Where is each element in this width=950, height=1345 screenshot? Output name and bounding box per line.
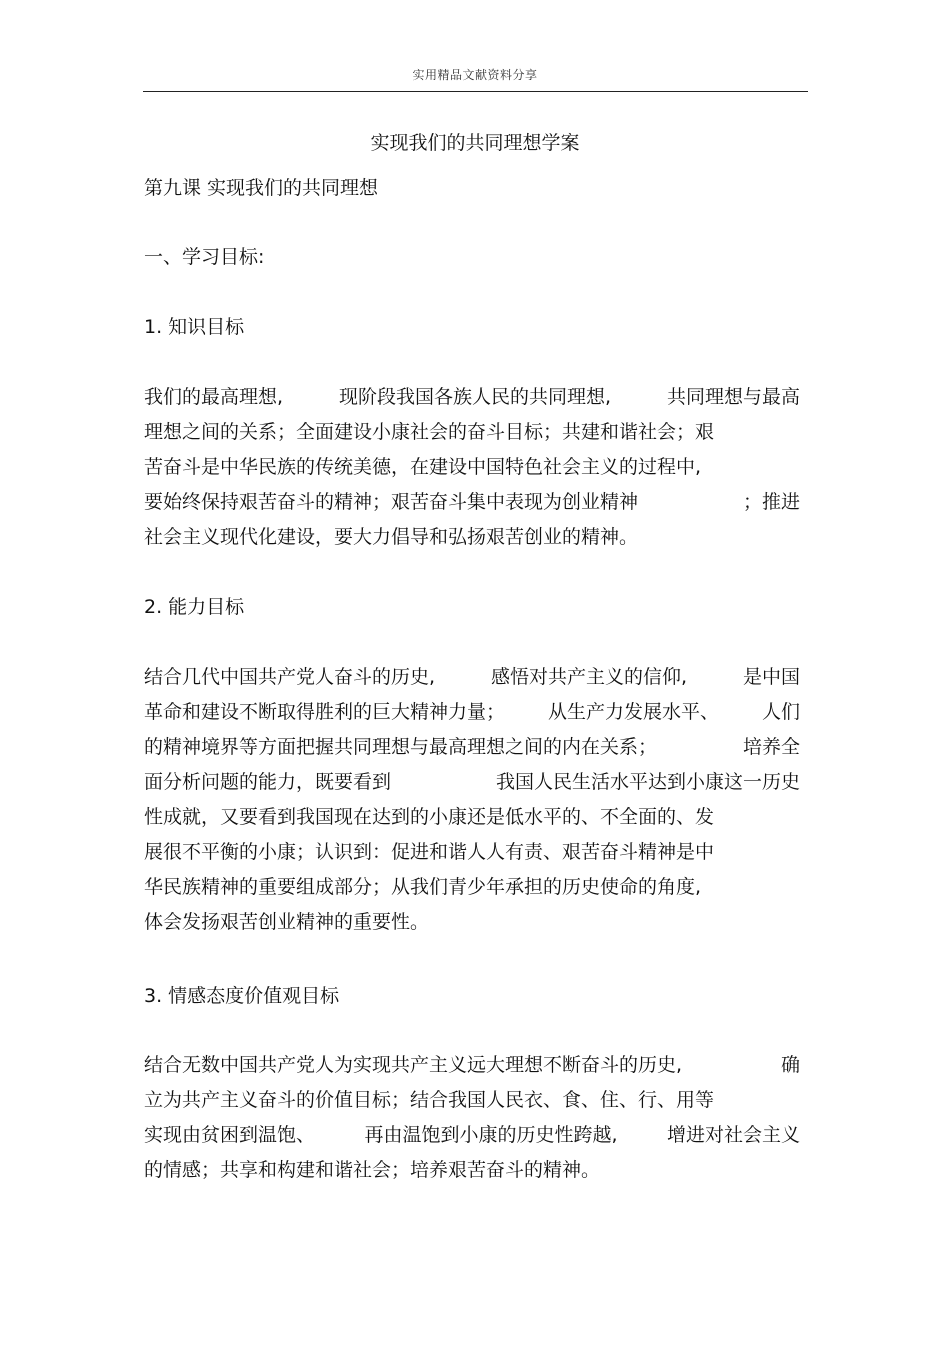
text-segment: ；推进 [742, 491, 800, 513]
text-line [144, 1118, 800, 1153]
knowledge-heading: 1. 知识目标 [144, 316, 245, 338]
text-line [144, 450, 800, 485]
text-segment: 的情感；共享和构建和谐社会；培养艰苦奋斗的精神。 [144, 1159, 601, 1181]
ability-heading: 2. 能力目标 [144, 596, 245, 618]
text-segment: 要始终保持艰苦奋斗的精神；艰苦奋斗集中表现为创业精神 [144, 491, 639, 513]
text-line [144, 905, 800, 940]
text-segment: 确 [780, 1054, 800, 1076]
text-line [144, 415, 800, 450]
text-segment: 社会主义现代化建设，要大力倡导和弘扬艰苦创业的精神。 [144, 526, 639, 548]
text-segment: 体会发扬艰苦创业精神的重要性。 [144, 911, 430, 933]
text-line [144, 660, 800, 695]
text-segment: 华民族精神的重要组成部分；从我们青少年承担的历史使命的角度, [144, 876, 702, 898]
document-title: 实现我们的共同理想学案 [370, 132, 580, 154]
text-line [144, 800, 800, 835]
ability-paragraph [144, 660, 800, 940]
text-segment: 展很不平衡的小康；认识到：促进和谐人人有责、艰苦奋斗精神是中 [144, 841, 715, 863]
knowledge-paragraph [144, 380, 800, 555]
text-segment: 我们的最高理想, [144, 386, 284, 408]
text-line [144, 695, 800, 730]
text-line [144, 485, 800, 520]
text-line [144, 765, 800, 800]
lesson-heading: 第九课 实现我们的共同理想 [144, 177, 379, 199]
text-segment: 结合无数中国共产党人为实现共产主义远大理想不断奋斗的历史, [144, 1054, 683, 1076]
text-line [144, 1048, 800, 1083]
text-segment: 理想之间的关系；全面建设小康社会的奋斗目标；共建和谐社会；艰 [144, 421, 715, 443]
text-segment: 共同理想与最高 [666, 386, 800, 408]
text-segment: 现阶段我国各族人民的共同理想, [338, 386, 612, 408]
page-header: 实用精品文献资料分享 [412, 68, 538, 82]
text-segment: 增进对社会主义 [666, 1124, 800, 1146]
emotion-heading: 3. 情感态度价值观目标 [144, 985, 340, 1007]
text-segment: 实现由贫困到温饱、 [144, 1124, 316, 1146]
text-line [144, 1083, 800, 1118]
text-segment: 人们 [761, 701, 800, 723]
text-segment: 从生产力发展水平、 [547, 701, 719, 723]
text-segment: 的精神境界等方面把握共同理想与最高理想之间的内在关系； [144, 736, 658, 758]
text-line [144, 835, 800, 870]
text-segment: 性成就，又要看到我国现在达到的小康还是低水平的、不全面的、发 [144, 806, 715, 828]
text-segment: 我国人民生活水平达到小康这一历史 [495, 771, 800, 793]
text-line [144, 1153, 800, 1188]
header-divider [143, 91, 808, 92]
text-segment: 革命和建设不断取得胜利的巨大精神力量； [144, 701, 506, 723]
text-segment: 苦奋斗是中华民族的传统美德，在建设中国特色社会主义的过程中, [144, 456, 702, 478]
text-line [144, 520, 800, 555]
text-line [144, 380, 800, 415]
text-segment: 培养全 [742, 736, 800, 758]
text-line [144, 870, 800, 905]
text-segment: 感悟对共产主义的信仰, [490, 666, 688, 688]
text-segment: 立为共产主义奋斗的价值目标；结合我国人民衣、食、住、行、用等 [144, 1089, 715, 1111]
text-line [144, 730, 800, 765]
text-segment: 再由温饱到小康的历史性跨越, [364, 1124, 618, 1146]
section-heading: 一、学习目标: [144, 246, 265, 268]
text-segment: 面分析问题的能力，既要看到 [144, 771, 392, 793]
emotion-paragraph [144, 1048, 800, 1188]
text-segment: 结合几代中国共产党人奋斗的历史, [144, 666, 436, 688]
text-segment: 是中国 [742, 666, 800, 688]
